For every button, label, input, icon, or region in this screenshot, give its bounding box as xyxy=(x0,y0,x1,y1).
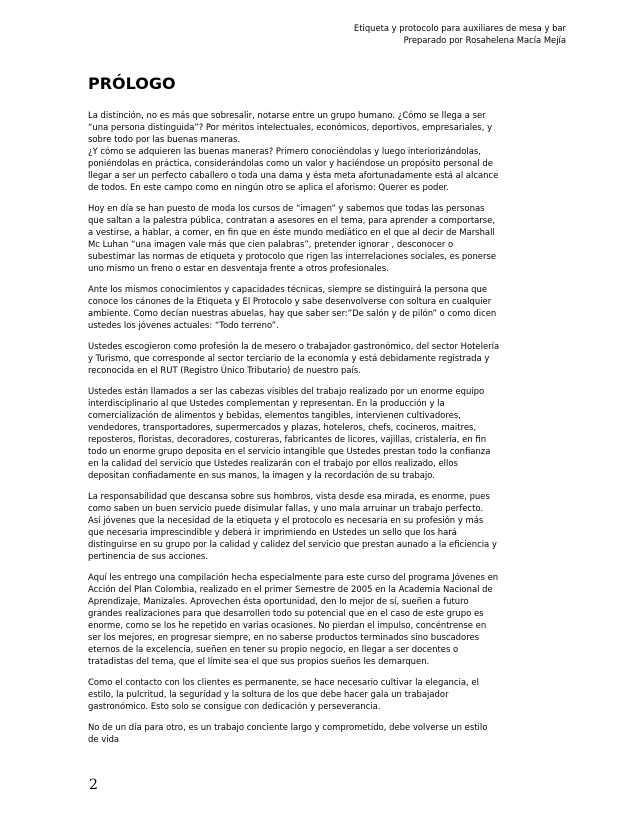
paragraph: ¿Y cómo se adquieren las buenas maneras? Primero conociéndolas y luego interiorizándolas, poniéndolas en práctica, considerándolas como un valor y haciéndose un propósito personal de llegar a ser un perfecto caballero o toda una dama y ésta meta afortunadamente está al alcance de todos. En este campo como en ningún otro se aplica el aforismo: Querer es poder. xyxy=(88,146,499,192)
section-title: PRÓLOGO xyxy=(88,74,176,93)
paragraph: La responsabilidad que descansa sobre sus hombros, vista desde esa mirada, es enorme, pues como saben un buen servicio puede disimular fallas, y uno mala arruinar un trabajo perfecto. xyxy=(88,491,490,513)
paragraph: Ustedes escogieron como profesión la de mesero o trabajador gastronómico, del sector Hotelería y Turismo, que corresponde al sector terciario de la economía y está debidamente registrada y reconocida en el RUT (Registro Único Tributario) de nuestro país. xyxy=(88,341,500,375)
header-line-2: Preparado por Rosahelena Macía Mejía xyxy=(403,35,566,45)
paragraph: La distinción, no es más que sobresalir, notarse entre un grupo humano. ¿Cómo se llega a ser “una persona distinguida”? Por méritos intelectuales, económicos, deportivos, empresariales, y sobre todo por las buenas maneras. xyxy=(88,110,493,144)
running-header xyxy=(166,22,566,46)
paragraph: Ante los mismos conocimientos y capacidades técnicas, siempre se distinguirá la persona que conoce los cánones de la Etiqueta y El Protocolo y sabe desenvolverse con soltura en cualquier ambiente. Como decían nuestras abuelas, hay que saber ser:”De salón y de pilón” o como dicen ustedes los jóvenes actuales: “Todo terreno”. xyxy=(88,284,497,330)
body-text xyxy=(88,109,558,754)
paragraph: Ustedes están llamados a ser las cabezas visibles del trabajo realizado por un enorme equipo interdisciplinario al que Ustedes complementan y representan. En la producción y la comercialización de alimentos y bebidas, elementos tangibles, intervienen cultivadores, vendedores, transportadores, supermercados y plazas, hoteleros, chefs, cocineros, maitres, reposteros, floristas, decoradores, costureras, fabricantes de licores, vajillas, cristalería, en fin todo un enorme grupo deposita en el servicio intangible que Ustedes prestan todo la confianza en la calidad del servicio que Ustedes realizarán con el trabajo por ellos realizado, ellos depositan confiadamente en sus manos, la imagen y la recordación de su trabajo. xyxy=(88,386,491,480)
paragraph: Hoy en día se han puesto de moda los cursos de “imagen” y sabemos que todas las personas que saltan a la palestra pública, contratan a asesores en el tema, para aprender a comportarse, a vestirse, a hablar, a comer, en fin que en éste mundo mediático en el que al decir de Marshall Mc Luhan “una imagen vale más que cien palabras”, pretender ignorar , desconocer o subestimar las normas de etiqueta y protocolo que rigen las interrelaciones sociales, es ponerse uno mismo un freno o estar en desventaja frente a otros profesionales. xyxy=(88,203,497,273)
paragraph: Así jóvenes que la necesidad de la etiqueta y el protocolo es necesaria en su profesión y más que necesaria imprescindible y deberá ir imprimiendo en Ustedes un sello que los hará distinguirse en su grupo por la calidad y calidez del servicio que prestan aunado a la eficiencia y pertinencia de sus acciones. xyxy=(88,515,497,561)
paragraph: Aquí les entrego una compilación hecha especialmente para este curso del programa Jóvenes en Acción del Plan Colombia, realizado en el primer Semestre de 2005 en la Academia Nacional de Aprendizaje, Manizales. Aprovechen ésta oportunidad, den lo mejor de sí, sueñen a futuro grandes realizaciones para que desarrollen todo su potencial que en el caso de este grupo es enorme, como se los he repetido en varias ocasiones. No pierdan el impulso, concéntrense en ser los mejores, en progresar siempre, en no saberse productos terminados sino buscadores eternos de la excelencia, sueñen en tener su propio negocio, en llegar a ser docentes o tratadistas del tema, que el límite sea el que sus propios sueños les demarquen. xyxy=(88,572,499,666)
paragraph: Como el contacto con los clientes es permanente, se hace necesario cultivar la elegancia, el estilo, la pulcritud, la seguridad y la soltura de los que debe hacer gala un trabajador gastronómico. Esto solo se consigue con dedicación y perseverancia. xyxy=(88,677,479,711)
header-line-1: Etiqueta y protocolo para auxiliares de mesa y bar xyxy=(353,23,566,33)
paragraph: No de un día para otro, es un trabajo conciente largo y comprometido, debe volverse un estilo de vida xyxy=(88,722,488,744)
page-number: 2 xyxy=(89,777,98,793)
